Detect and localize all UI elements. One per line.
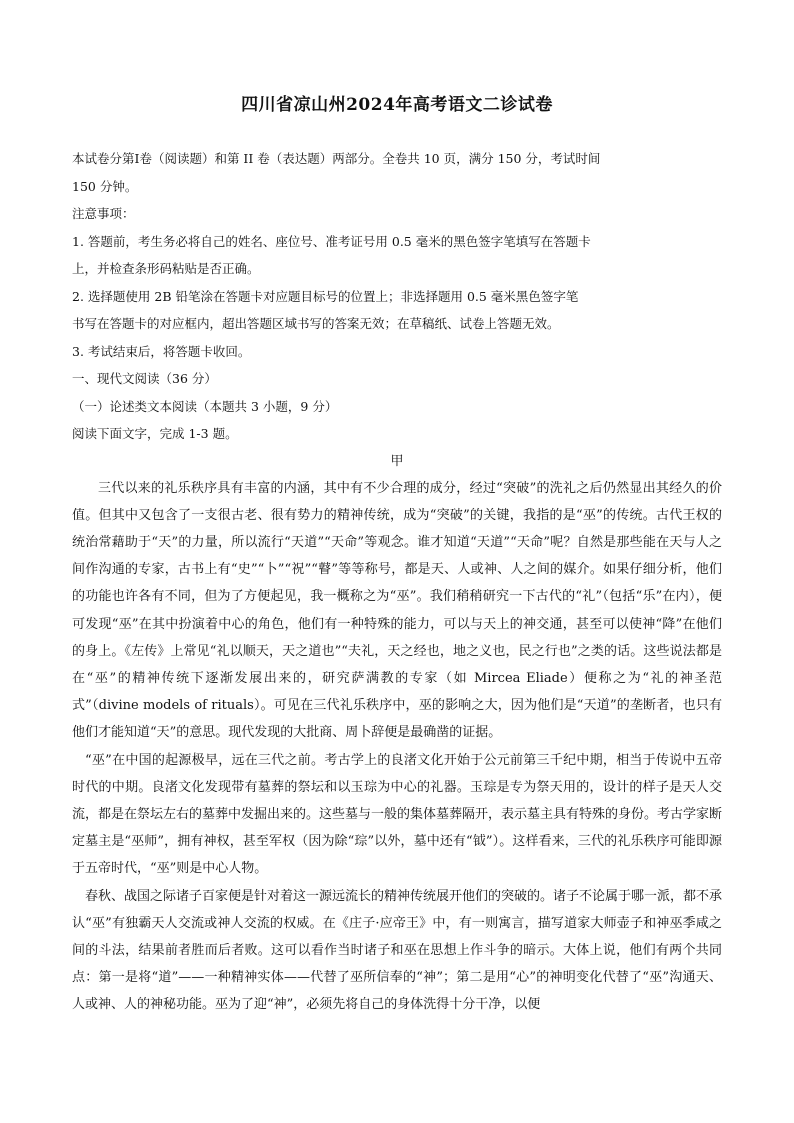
passage-label: 甲: [390, 453, 404, 469]
exam-page: [72, 90, 722, 1019]
notice-item: 2. 选择题使用 2B 铅笔涂在答题卡对应题目标号的位置上；非选择题用 0.5 毫米黑色签字笔: [72, 288, 579, 304]
notice-item: 3. 考试结束后，将答题卡收回。: [72, 343, 251, 359]
reading-passage: [72, 475, 722, 1019]
notice-item: 1. 答题前，考生务必将自己的姓名、座位号、准考证号用 0.5 毫米的黑色签字笔填写在答题卡: [72, 233, 591, 249]
subsection-heading: （一）论述类文本阅读（本题共 3 小题，9 分）: [72, 398, 338, 414]
exam-title: 四川省凉山州2024年高考语文二诊试卷: [241, 95, 553, 115]
passage-paragraph: 春秋、战国之际诸子百家便是针对着这一源远流长的精神传统展开他们的突破的。诸子不论属于哪一派，都不承认“巫”有独霸天人交流或神人交流的权威。在《庄子·应帝王》中，有一则寓言，描写道家大师壶子和神巫季咸之间的斗法，结果前者胜而后者败。这可以看作当时诸子和巫在思想上作斗争的暗示。大体上说，他们有两个共同点：第一是将“道”——一种精神实体——代替了巫所信奉的“神”；第二是用“心”的神明变化代替了“巫”沟通天、人或神、人的神秘功能。巫为了迎“神”，必须先将自己的身体洗得十分干净，以便: [72, 888, 723, 1013]
intro-line: 150 分钟。: [72, 178, 138, 194]
reading-instruction: 阅读下面文字，完成 1-3 题。: [72, 426, 238, 441]
instructions-block: [72, 145, 722, 448]
intro-line: 本试卷分第Ⅰ卷（阅读题）和第 II 卷（表达题）两部分。全卷共 10 页，满分 150 分，考试时间: [72, 151, 601, 166]
notice-heading: 注意事项：: [72, 206, 135, 221]
notice-item: 书写在答题卡的对应框内，超出答题区域书写的答案无效；在草稿纸、试卷上答题无效。: [72, 316, 560, 331]
notice-item: 上，并检查条形码粘贴是否正确。: [72, 261, 260, 276]
passage-paragraph: “巫”在中国的起源极早，远在三代之前。考古学上的良渚文化开始于公元前第三千纪中期，相当于传说中五帝时代的中期。良渚文化发现带有墓葬的祭坛和以玉琮为中心的礼器。玉琮是专为祭天用的，设计的样子是天人交流，都是在祭坛左右的墓葬中发掘出来的。这些墓与一般的集体墓葬隔开，表示墓主具有特殊的身份。考古学家断定墓主是“巫师”，拥有神权，甚至军权（因为除“琮”以外，墓中还有“钺”）。这样看来，三代的礼乐秩序可能即源于五帝时代，“巫”则是中心人物。: [72, 752, 723, 877]
passage-paragraph: 三代以来的礼乐秩序具有丰富的内涵，其中有不少合理的成分，经过“突破”的洗礼之后仍然显出其经久的价值。但其中又包含了一支很古老、很有势力的精神传统，成为“突破”的关键，我指的是“巫”的传统。古代王权的统治常藉助于“天”的力量，所以流行“天道”“天命”等观念。谁才知道“天道”“天命”呢？自然是那些能在天与人之间作沟通的专家，古书上有“史”“卜”“祝”“瞽”等等称号，都是天、人或神、人之间的媒介。如果仔细分析，他们的功能也许各有不同，但为了方便起见，我一概称之为“巫”。我们稍稍研究一下古代的“礼”（包括“乐”在内），便可发现“巫”在其中扮演着中心的角色，他们有一种特殊的能力，可以与天上的神交通，甚至可以使神“降”在他们的身上。《左传》上常见“礼以顺天，天之道也”“夫礼，天之经也，地之义也，民之行也”之类的话。这些说法都是在“巫”的精神传统下逐渐发展出来的，研究萨满教的专家（如 Mircea Eliade）便称之为“礼的神圣范式”（divine models of rituals）。可见在三代礼乐秩序中，巫的影响之大，因为他们是“天道”的垄断者，也只有他们才能知道“天”的意思。现代发现的大批商、周卜辞便是最确凿的证据。: [72, 480, 722, 741]
section-heading: 一、现代文阅读（36 分）: [72, 371, 217, 386]
